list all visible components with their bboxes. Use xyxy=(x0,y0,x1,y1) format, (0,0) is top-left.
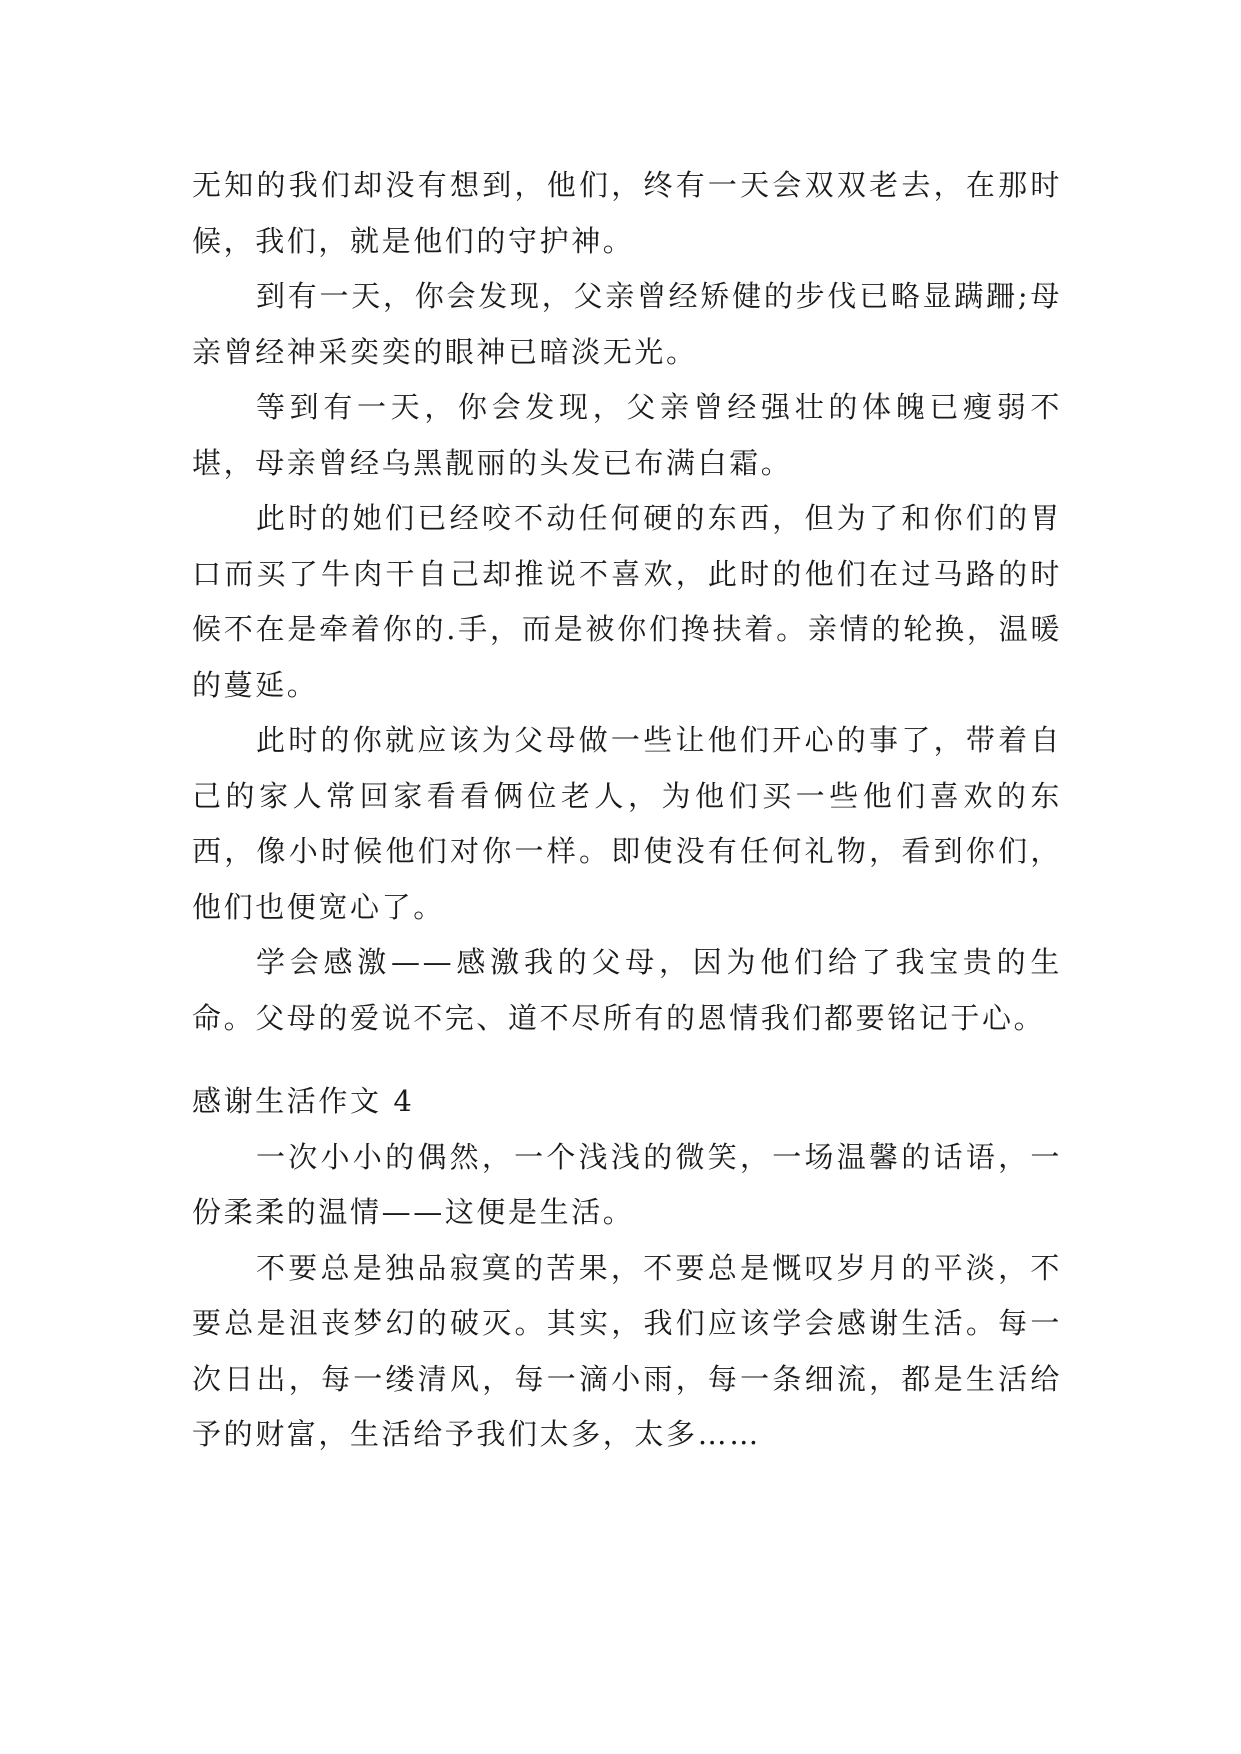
paragraph: 无知的我们却没有想到，他们，终有一天会双双老去，在那时候，我们，就是他们的守护神。 xyxy=(192,168,1062,258)
paragraph: 不要总是独品寂寞的苦果，不要总是慨叹岁月的平淡，不要总是沮丧梦幻的破灭。其实，我们应该学会感谢生活。每一次日出，每一缕清风，每一滴小雨，每一条细流，都是生活给予的财富，生活给予我们太多，太多…… xyxy=(192,1250,1062,1451)
document-body xyxy=(192,158,1062,1463)
paragraph: 一次小小的偶然，一个浅浅的微笑，一场温馨的话语，一份柔柔的温情——这便是生活。 xyxy=(192,1139,1062,1229)
section-title: 感谢生活作文 4 xyxy=(192,1084,415,1118)
paragraph: 到有一天，你会发现，父亲曾经矫健的步伐已略显蹒跚;母亲曾经神采奕奕的眼神已暗淡无光。 xyxy=(192,279,1062,369)
paragraph: 此时的她们已经咬不动任何硬的东西，但为了和你们的胃口而买了牛肉干自己却推说不喜欢，此时的他们在过马路的时候不在是牵着你的.手，而是被你们搀扶着。亲情的轮换，温暖的蔓延。 xyxy=(192,501,1062,702)
paragraph: 学会感激——感激我的父母，因为他们给了我宝贵的生命。父母的爱说不完、道不尽所有的恩情我们都要铭记于心。 xyxy=(192,945,1062,1035)
paragraph: 等到有一天，你会发现，父亲曾经强壮的体魄已瘦弱不堪，母亲曾经乌黑靓丽的头发已布满白霜。 xyxy=(192,390,1062,480)
paragraph: 此时的你就应该为父母做一些让他们开心的事了，带着自己的家人常回家看看俩位老人，为他们买一些他们喜欢的东西，像小时候他们对你一样。即使没有任何礼物，看到你们，他们也便宽心了。 xyxy=(192,723,1062,924)
